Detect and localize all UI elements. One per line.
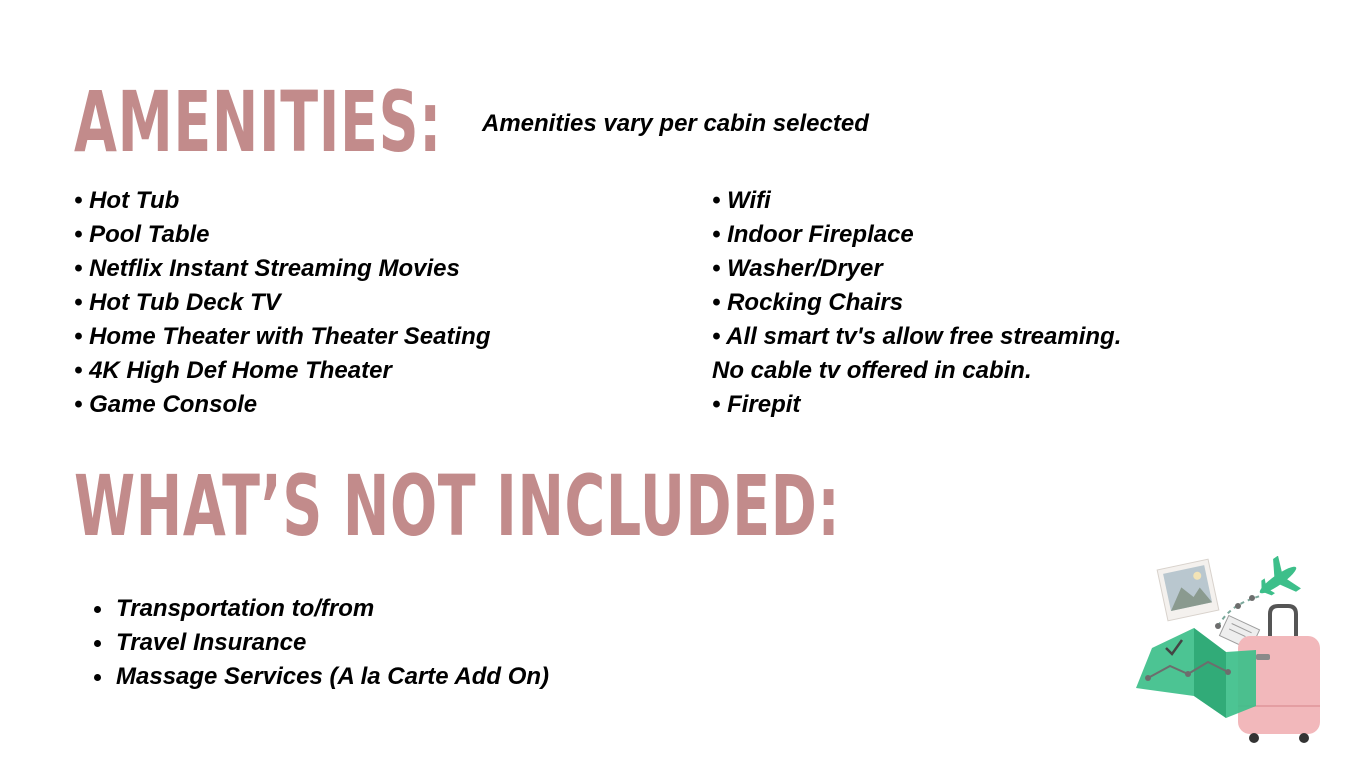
amenities-list-right: [712, 184, 1121, 422]
not-included-list: [116, 592, 549, 694]
list-item: • Netflix Instant Streaming Movies: [74, 255, 460, 282]
list-item: Massage Services (A la Carte Add On): [116, 660, 549, 694]
list-item: • 4K High Def Home Theater: [74, 357, 392, 384]
list-item: • Home Theater with Theater Seating: [74, 323, 491, 350]
list-item: • All smart tv's allow free streaming.: [712, 323, 1122, 350]
list-item: • Hot Tub Deck TV: [74, 289, 281, 316]
amenities-heading: AMENITIES:: [74, 73, 442, 171]
list-item: Travel Insurance: [116, 626, 549, 660]
list-item: • Wifi: [712, 187, 771, 214]
list-item: • Pool Table: [74, 221, 210, 248]
list-item: • Hot Tub: [74, 187, 180, 214]
list-item: • Game Console: [74, 391, 258, 418]
amenities-note: Amenities vary per cabin selected: [482, 110, 869, 137]
list-item: • Rocking Chairs: [712, 289, 904, 316]
list-item: • Washer/Dryer: [712, 255, 883, 282]
list-item: Transportation to/from: [116, 592, 549, 626]
travel-illustration: [1130, 556, 1330, 746]
photo-icon: [1157, 559, 1219, 621]
list-item: • Firepit: [712, 391, 801, 418]
amenities-list-left: [74, 184, 490, 422]
airplane-icon: [1249, 556, 1308, 609]
list-item: No cable tv offered in cabin.: [712, 357, 1032, 384]
list-item: • Indoor Fireplace: [712, 221, 914, 248]
not-included-heading: WHAT’S NOT INCLUDED:: [74, 457, 841, 555]
